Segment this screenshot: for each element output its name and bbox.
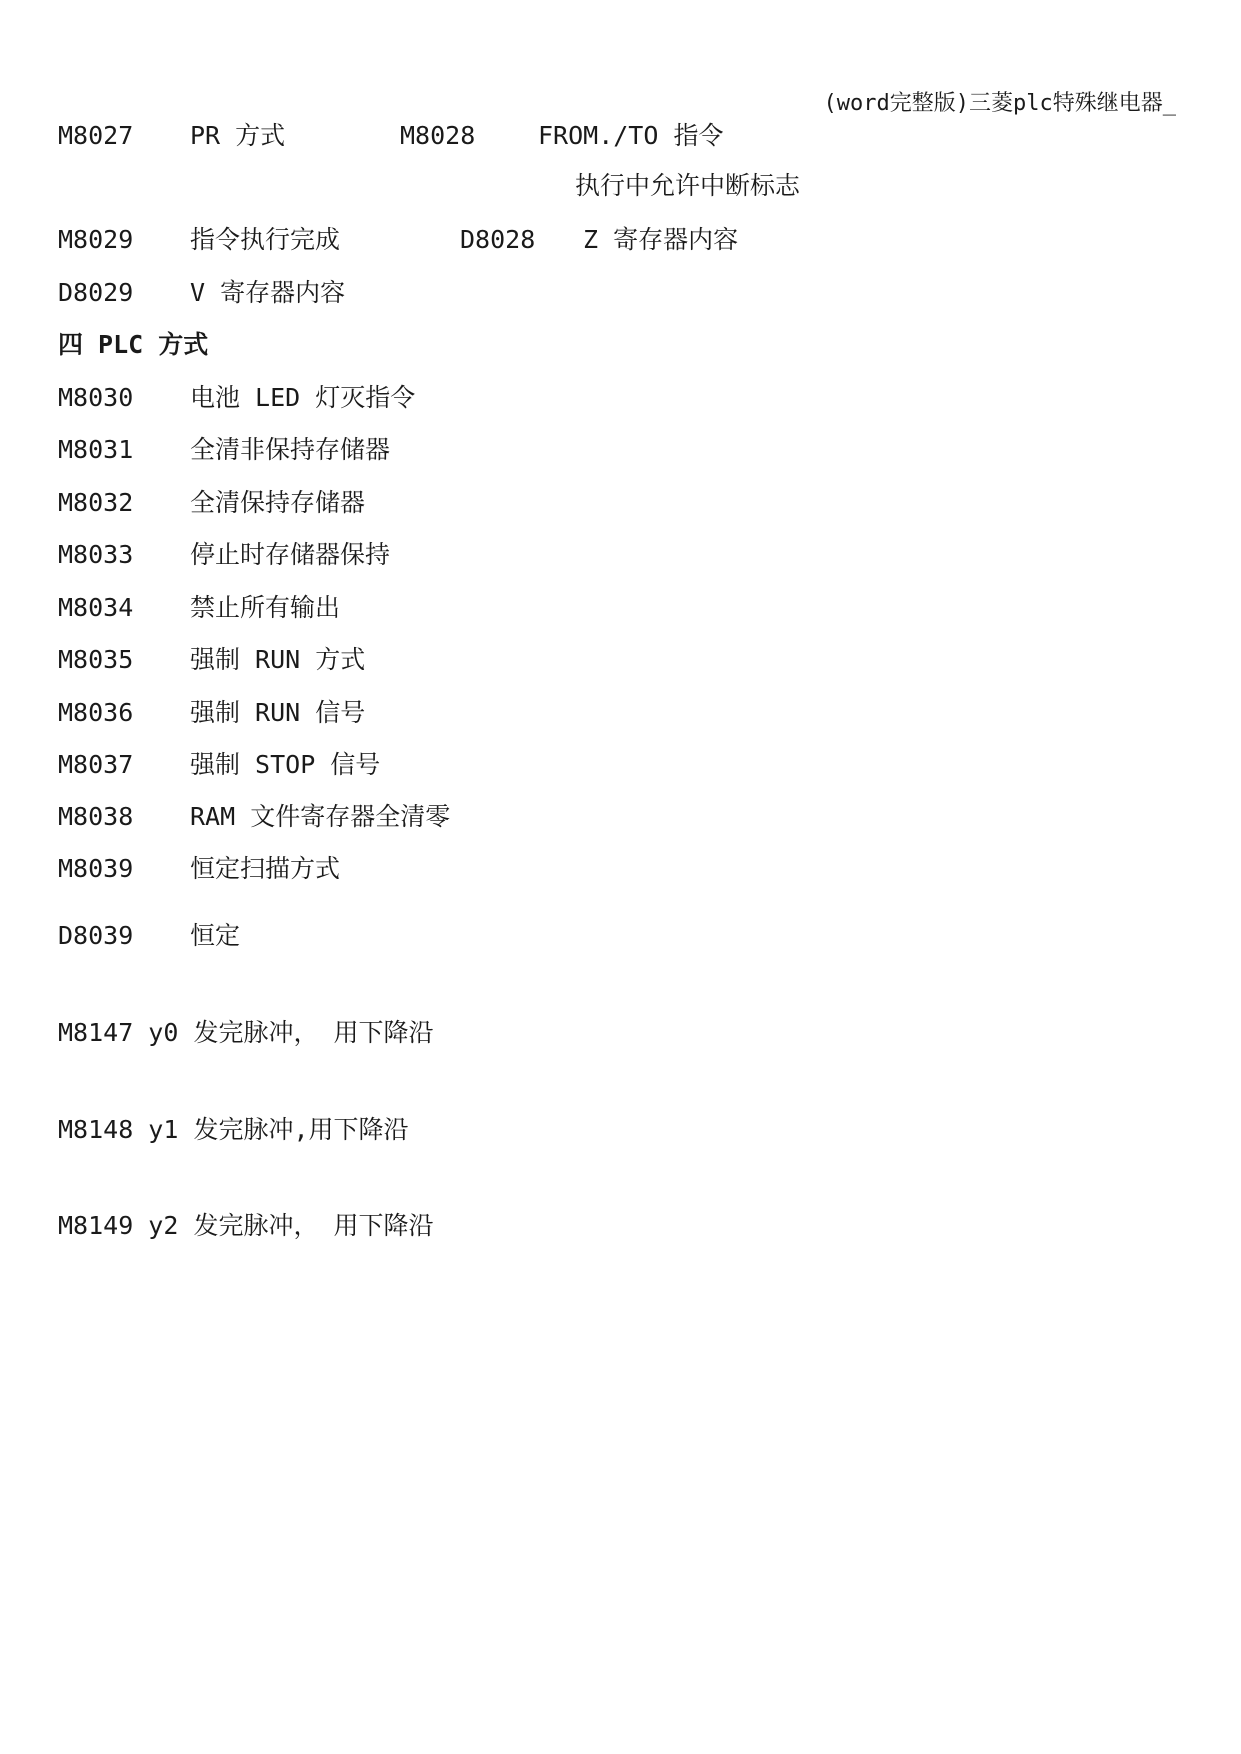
relay-desc: V 寄存器内容 [190,278,346,307]
list-item [0,851,1241,887]
pulse-line [0,1112,1241,1148]
relay-code: M8033 [58,540,134,569]
list-item [0,695,1241,731]
pulse-text: M8149 y2 发完脉冲， 用下降沿 [58,1211,434,1240]
list-item [0,590,1241,626]
row-m8027 [0,118,1241,154]
relay-code: M8039 [58,854,134,883]
relay-code: M8029 [58,225,134,254]
relay-desc: 全清非保持存储器 [190,435,391,464]
relay-code: M8037 [58,750,134,779]
relay-code: M8032 [58,488,134,517]
relay-desc: PR 方式 [190,121,286,150]
relay-code: M8027 [58,121,134,150]
list-item [0,537,1241,573]
relay-code-2: D8028 [460,225,536,254]
relay-desc: 禁止所有输出 [190,593,341,622]
relay-code: D8029 [58,278,134,307]
relay-desc: 恒定 [190,921,241,950]
relay-desc: 指令执行完成 [190,225,341,254]
relay-desc-continuation: 执行中允许中断标志 [575,171,801,200]
list-item [0,799,1241,835]
row-d8029 [0,275,1241,311]
relay-code: M8035 [58,645,134,674]
relay-code: M8038 [58,802,134,831]
relay-desc-2: FROM./TO 指令 [538,121,724,150]
list-item [0,747,1241,783]
section-title: 四 PLC 方式 [58,330,209,359]
pulse-text: M8148 y1 发完脉冲,用下降沿 [58,1115,409,1144]
relay-desc: 停止时存储器保持 [190,540,391,569]
row-continuation [0,168,1241,204]
relay-code: M8034 [58,593,134,622]
relay-code: M8031 [58,435,134,464]
relay-desc: 强制 STOP 信号 [190,750,381,779]
relay-desc: RAM 文件寄存器全清零 [190,802,451,831]
relay-code: M8036 [58,698,134,727]
relay-desc: 恒定扫描方式 [190,854,341,883]
list-item [0,918,1241,954]
row-m8029 [0,222,1241,258]
relay-code: M8030 [58,383,134,412]
relay-code: D8039 [58,921,134,950]
relay-desc-2: Z 寄存器内容 [583,225,739,254]
pulse-text: M8147 y0 发完脉冲， 用下降沿 [58,1018,434,1047]
relay-desc: 全清保持存储器 [190,488,366,517]
relay-desc: 强制 RUN 信号 [190,698,366,727]
list-item [0,485,1241,521]
pulse-line [0,1015,1241,1051]
list-item [0,432,1241,468]
relay-desc: 强制 RUN 方式 [190,645,366,674]
page-header: (word完整版)三菱plc特殊继电器_ [823,91,1176,116]
list-item [0,642,1241,678]
list-item [0,380,1241,416]
relay-desc: 电池 LED 灯灭指令 [190,383,416,412]
pulse-line [0,1208,1241,1244]
relay-code-2: M8028 [400,121,476,150]
